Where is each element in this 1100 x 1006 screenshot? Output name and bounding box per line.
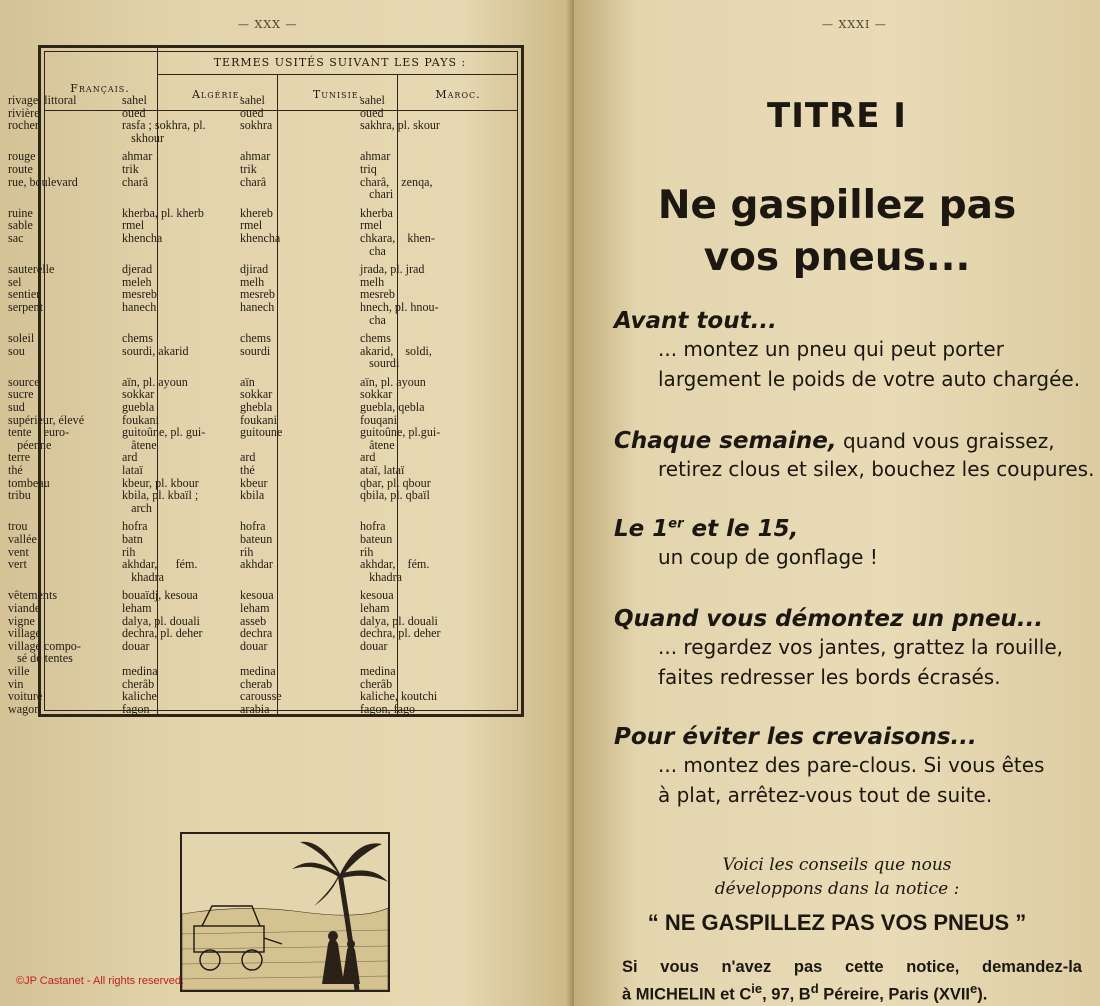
cell-francais: sud <box>8 400 25 415</box>
cell-tunisie: sourdi <box>240 343 271 358</box>
cell-francais: tente euro- <box>8 425 70 440</box>
cell-francais: source <box>8 374 40 389</box>
header-group-rule <box>157 74 518 75</box>
cell-tunisie: trik <box>240 161 257 176</box>
table-row <box>8 640 478 653</box>
section-quand-vous-demontez <box>614 606 1063 692</box>
conseils-line-2: développons dans la notice : <box>714 879 960 899</box>
section-heading-text: Chaque semaine, <box>614 428 837 454</box>
section-heading <box>614 428 1094 454</box>
section-le-1er <box>614 516 878 572</box>
table-row <box>8 533 478 546</box>
table-row <box>8 188 478 201</box>
cell-tunisie: douar <box>240 638 268 653</box>
heading-sup: er <box>668 516 684 532</box>
cell-francais: vent <box>8 544 29 559</box>
cell-tunisie: ahmar <box>240 149 271 164</box>
cell-francais <box>8 502 120 515</box>
cell-maroc: ataï, lataï <box>360 463 405 478</box>
notice-title: “ NE GASPILLEZ PAS VOS PNEUS ” <box>647 910 1027 935</box>
cell-tunisie: asseb <box>240 613 267 628</box>
cell-algerie <box>120 357 238 370</box>
section-chaque-semaine <box>614 428 1094 484</box>
cell-francais: sucre <box>8 387 34 402</box>
cell-tunisie: sahel <box>240 93 265 107</box>
cell-tunisie: charâ <box>240 174 267 189</box>
cell-maroc: kaliche, koutchi <box>360 689 438 704</box>
cell-tunisie: sokkar <box>240 387 273 402</box>
cell-algerie: kherba, pl. kherb <box>122 205 204 220</box>
footer-line-1: Si vous n'avez pas cette notice, demandez-la <box>622 958 1082 976</box>
cell-algerie: akhdar, fém. <box>122 557 198 572</box>
cell-tunisie: rmel <box>240 218 263 233</box>
cell-francais: sentier <box>8 287 41 302</box>
cell-algerie: foukani <box>122 412 159 427</box>
cell-maroc: akarid, soldi, <box>360 343 432 358</box>
cell-francais: trou <box>8 519 28 534</box>
cell-francais: rivage, littoral <box>8 93 77 107</box>
table-row <box>8 426 478 439</box>
section-pour-eviter <box>614 724 1044 810</box>
cell-algerie: cherâb <box>122 676 155 691</box>
table-row <box>8 263 478 276</box>
cell-tunisie: sokhra <box>240 118 273 133</box>
cell-algerie: leham <box>122 600 152 615</box>
section-body-line: à plat, arrêtez-vous tout de suite. <box>658 783 993 807</box>
table-row <box>8 345 478 358</box>
table-row <box>8 301 478 314</box>
cell-francais: sé de tentes <box>8 651 73 666</box>
table-row <box>8 401 478 414</box>
cell-algerie: douar <box>122 638 150 653</box>
cell-algerie <box>120 314 238 327</box>
cell-algerie: âtene <box>122 437 157 452</box>
cell-tunisie <box>238 245 358 258</box>
footer-sup: e <box>970 981 978 996</box>
cell-maroc: fagon, fago <box>360 701 416 716</box>
table-rows <box>8 94 478 715</box>
cell-francais: wagon <box>8 701 41 716</box>
cell-maroc: bateun <box>360 532 393 546</box>
table-row <box>8 602 478 615</box>
cell-maroc: ahmar <box>360 149 391 164</box>
cell-tunisie: kbila <box>240 488 265 503</box>
cell-tunisie: kesoua <box>240 588 274 603</box>
cell-algerie: kbeur, pl. kbour <box>122 475 199 490</box>
cell-francais: serpent <box>8 299 43 314</box>
cell-francais: terre <box>8 450 31 465</box>
titre-heading: TITRE I <box>767 96 907 136</box>
table-row <box>8 690 478 703</box>
table-row <box>8 558 478 571</box>
cell-maroc: hofra <box>360 519 386 534</box>
cell-algerie: oued <box>122 105 146 120</box>
table-row <box>8 665 478 678</box>
cell-maroc: charâ, zenqa, <box>360 174 433 189</box>
cell-algerie: lataï <box>122 463 143 478</box>
table-row <box>8 703 478 716</box>
cell-tunisie: hofra <box>240 519 266 534</box>
cell-francais: sou <box>8 343 25 358</box>
section-body-line: retirez clous et silex, bouchez les coupures. <box>658 457 1095 481</box>
cell-maroc: chems <box>360 331 391 346</box>
headline-line-1: Ne gaspillez pas <box>657 183 1017 228</box>
cell-maroc: dalya, pl. douali <box>360 613 438 628</box>
heading-post: et le 15, <box>683 516 799 542</box>
cell-maroc: cherâb <box>360 676 393 691</box>
cell-maroc: ard <box>360 450 376 465</box>
cell-maroc: kherba <box>360 205 393 220</box>
cell-maroc: douar <box>360 638 388 653</box>
header-termes: TERMES USITÉS SUIVANT LES PAYS : <box>213 56 467 69</box>
cell-algerie <box>120 245 238 258</box>
cell-francais: vert <box>8 557 27 572</box>
table-row <box>8 489 478 502</box>
cell-algerie: djerad <box>122 262 153 277</box>
left-page-number: — XXX — <box>238 18 298 31</box>
cell-maroc: qbila, pl. qbaïl <box>360 488 430 503</box>
cell-algerie <box>120 188 238 201</box>
cell-algerie: dalya, pl. douali <box>122 613 200 628</box>
table-row <box>8 232 478 245</box>
cell-maroc <box>358 502 476 515</box>
cell-francais: vigne <box>8 613 35 628</box>
cell-tunisie: carousse <box>240 689 282 704</box>
cell-maroc: aïn, pl. ayoun <box>360 374 426 389</box>
cell-francais: supérieur, élevé <box>8 412 85 427</box>
cell-algerie: dechra, pl. deher <box>122 626 203 641</box>
illustration-drawing <box>182 834 388 990</box>
cell-maroc: leham <box>360 600 390 615</box>
cell-tunisie: leham <box>240 600 270 615</box>
section-body-line: un coup de gonflage ! <box>658 545 878 569</box>
cell-algerie: charâ <box>122 174 149 189</box>
cell-tunisie <box>238 357 358 370</box>
cell-francais: tombeau <box>8 475 50 490</box>
section-body-line: largement le poids de votre auto chargée. <box>658 367 1081 391</box>
cell-algerie: aïn, pl. ayoun <box>122 374 188 389</box>
cell-maroc: guebla, qebla <box>360 400 425 415</box>
cell-maroc: sahel <box>360 93 385 107</box>
cell-francais: viande <box>8 600 41 615</box>
footer-address <box>622 956 1082 1006</box>
cell-algerie: hanech <box>122 299 157 314</box>
cell-algerie: sokkar <box>122 387 155 402</box>
cell-francais: vêtements <box>8 588 58 603</box>
section-heading: Quand vous démontez un pneu... <box>614 606 1044 632</box>
table-row <box>8 314 478 327</box>
cell-tunisie: thé <box>240 463 255 478</box>
cell-francais <box>8 357 120 370</box>
cell-francais: village <box>8 626 41 641</box>
cell-francais: rue, boulevard <box>8 174 78 189</box>
headline-line-2: vos pneus... <box>703 235 971 280</box>
cell-maroc: rih <box>360 544 374 559</box>
table-row <box>8 245 478 258</box>
cell-tunisie: akhdar <box>240 557 273 572</box>
cell-francais: ville <box>8 663 30 678</box>
heading-pre: Le 1 <box>614 516 669 542</box>
cell-francais: rivière <box>8 105 40 120</box>
cell-francais: rouge <box>8 149 36 164</box>
cell-maroc: melh <box>360 274 385 289</box>
cell-algerie: ahmar <box>122 149 153 164</box>
cell-maroc: mesreb <box>360 287 395 302</box>
cell-francais: vallée <box>8 532 37 546</box>
cell-algerie: chems <box>122 331 153 346</box>
cell-algerie: trik <box>122 161 139 176</box>
cell-francais <box>8 571 120 584</box>
cell-maroc <box>358 132 476 145</box>
section-heading: Avant tout... <box>614 308 777 334</box>
cell-francais: péenne <box>8 437 52 452</box>
cell-maroc: sokkar <box>360 387 393 402</box>
footer-sup: d <box>810 981 819 996</box>
cell-francais: village compo- <box>8 638 81 653</box>
table-row <box>8 627 478 640</box>
cell-tunisie: melh <box>240 274 265 289</box>
cell-algerie: guebla <box>122 400 155 415</box>
cell-algerie: rih <box>122 544 136 559</box>
desert-car-illustration <box>180 832 390 992</box>
section-heading: Pour éviter les crevaisons... <box>614 724 977 750</box>
cell-francais: sel <box>8 274 22 289</box>
cell-tunisie <box>238 314 358 327</box>
section-body-line: ... montez un pneu qui peut porter <box>658 337 1004 361</box>
cell-tunisie: medina <box>240 663 276 678</box>
cell-tunisie: djirad <box>240 262 269 277</box>
cell-algerie: mesreb <box>122 287 157 302</box>
cell-maroc: akhdar, fém. <box>360 557 430 572</box>
cell-francais: sauterelle <box>8 262 55 277</box>
section-body-line: ... montez des pare-clous. Si vous êtes <box>658 753 1045 777</box>
cell-maroc: rmel <box>360 218 383 233</box>
cell-maroc: chari <box>360 187 394 202</box>
cell-algerie: khencha <box>122 230 163 245</box>
cell-francais <box>8 188 120 201</box>
section-body-line: faites redresser les bords écrasés. <box>658 665 1001 689</box>
table-row <box>8 132 478 145</box>
section-body-line: ... regardez vos jantes, grattez la rouille, <box>658 635 1064 659</box>
cell-maroc: jrada, pl. jrad <box>360 262 425 277</box>
cell-maroc: oued <box>360 105 384 120</box>
cell-tunisie <box>238 188 358 201</box>
cell-maroc: kesoua <box>360 588 394 603</box>
cell-tunisie <box>238 571 358 584</box>
footer-text: Péreire, Paris (XVII <box>818 985 971 1004</box>
cell-francais: ruine <box>8 205 33 220</box>
cell-algerie: rasfa ; sokhra, pl. <box>122 118 206 133</box>
header-algerie: Algérie. <box>191 88 244 101</box>
footer-text: ). <box>977 985 988 1004</box>
cell-francais <box>8 132 120 145</box>
cell-tunisie: bateun <box>240 532 273 546</box>
cell-francais: vin <box>8 676 24 691</box>
main-headline <box>574 180 1100 284</box>
cell-francais: sac <box>8 230 24 245</box>
cell-tunisie <box>238 502 358 515</box>
cell-maroc: chkara, khen- <box>360 230 435 245</box>
cell-algerie: rmel <box>122 218 145 233</box>
cell-maroc: cha <box>360 243 386 258</box>
cell-algerie: meleh <box>122 274 152 289</box>
cell-algerie: ard <box>122 450 138 465</box>
header-tunisie: Tunisie. <box>312 88 364 101</box>
cell-maroc: fouqani <box>360 412 397 427</box>
cell-tunisie <box>238 132 358 145</box>
table-row <box>8 176 478 189</box>
right-page-number: — XXXI — <box>822 18 887 31</box>
cell-tunisie: ghebla <box>240 400 273 415</box>
cell-tunisie: khereb <box>240 205 273 220</box>
table-row <box>8 571 478 584</box>
section-avant-tout <box>614 308 1080 394</box>
table-row <box>8 502 478 515</box>
cell-tunisie: rih <box>240 544 254 559</box>
right-page <box>574 0 1100 1006</box>
cell-tunisie: mesreb <box>240 287 275 302</box>
cell-tunisie: chems <box>240 331 271 346</box>
header-francais: Français. <box>70 82 130 95</box>
footer-line-2 <box>622 978 1082 1006</box>
cell-francais: route <box>8 161 33 176</box>
table-row <box>8 332 478 345</box>
footer-text: à MICHELIN et C <box>622 985 752 1004</box>
cell-algerie: hofra <box>122 519 148 534</box>
cell-maroc: guitoûne, pl.gui- <box>360 425 441 440</box>
cell-algerie: kbila, pl. kbaïl ; <box>122 488 199 503</box>
cell-tunisie: foukani <box>240 412 277 427</box>
table-row <box>8 163 478 176</box>
cell-maroc: triq <box>360 161 377 176</box>
section-heading-inline: quand vous graissez, <box>836 429 1055 453</box>
footer-sup: ie <box>751 981 763 996</box>
cell-maroc: khadra <box>360 569 402 584</box>
cell-tunisie: arabia <box>240 701 270 716</box>
cell-algerie: sourdi, akarid <box>122 343 189 358</box>
table-row <box>8 119 478 132</box>
cell-francais: voiture <box>8 689 43 704</box>
cell-francais: soleil <box>8 331 35 346</box>
cell-tunisie: dechra <box>240 626 273 641</box>
conseils-note <box>574 853 1100 901</box>
cell-francais: tribu <box>8 488 31 503</box>
cell-algerie: sahel <box>122 93 147 107</box>
cell-algerie: fagon <box>122 701 150 716</box>
footer-text: , 97, B <box>762 985 811 1004</box>
cell-francais: sable <box>8 218 33 233</box>
cell-algerie: khadra <box>122 569 164 584</box>
copyright-watermark: ©JP Castanet - All rights reserved. <box>16 975 185 987</box>
cell-algerie: skhour <box>122 130 164 145</box>
cell-maroc: dechra, pl. deher <box>360 626 441 641</box>
table-row <box>8 357 478 370</box>
cell-tunisie: aïn <box>240 374 255 389</box>
conseils-line-1: Voici les conseils que nous <box>722 855 952 875</box>
cell-francais <box>8 245 120 258</box>
cell-tunisie: kbeur <box>240 475 268 490</box>
table-row <box>8 94 478 107</box>
cell-maroc: cha <box>360 312 386 327</box>
cell-francais <box>8 314 120 327</box>
cell-tunisie <box>238 439 358 452</box>
cell-tunisie: oued <box>240 105 264 120</box>
cell-algerie: kaliche <box>122 689 157 704</box>
cell-algerie: bouaïdj, kesoua <box>122 588 198 603</box>
cell-francais: rocher <box>8 118 39 133</box>
cell-francais: thé <box>8 463 23 478</box>
cell-maroc: medina <box>360 663 396 678</box>
cell-algerie: medina <box>122 663 158 678</box>
header-maroc: Maroc. <box>435 88 481 101</box>
section-heading <box>614 516 878 542</box>
cell-maroc: hnech, pl. hnou- <box>360 299 439 314</box>
cell-tunisie: cherab <box>240 676 273 691</box>
cell-maroc: sakhra, pl. skour <box>360 118 440 133</box>
cell-tunisie: ard <box>240 450 256 465</box>
cell-tunisie: khencha <box>240 230 281 245</box>
cell-maroc: qbar, pl. qbour <box>360 475 431 490</box>
cell-tunisie: hanech <box>240 299 275 314</box>
cell-maroc: sourdi <box>360 356 400 371</box>
cell-algerie: batn <box>122 532 143 546</box>
cell-algerie: arch <box>122 500 152 515</box>
cell-tunisie: guitoune <box>240 425 283 440</box>
cell-maroc: âtene <box>360 437 395 452</box>
table-row <box>8 464 478 477</box>
cell-algerie: guitoûne, pl. gui- <box>122 425 206 440</box>
